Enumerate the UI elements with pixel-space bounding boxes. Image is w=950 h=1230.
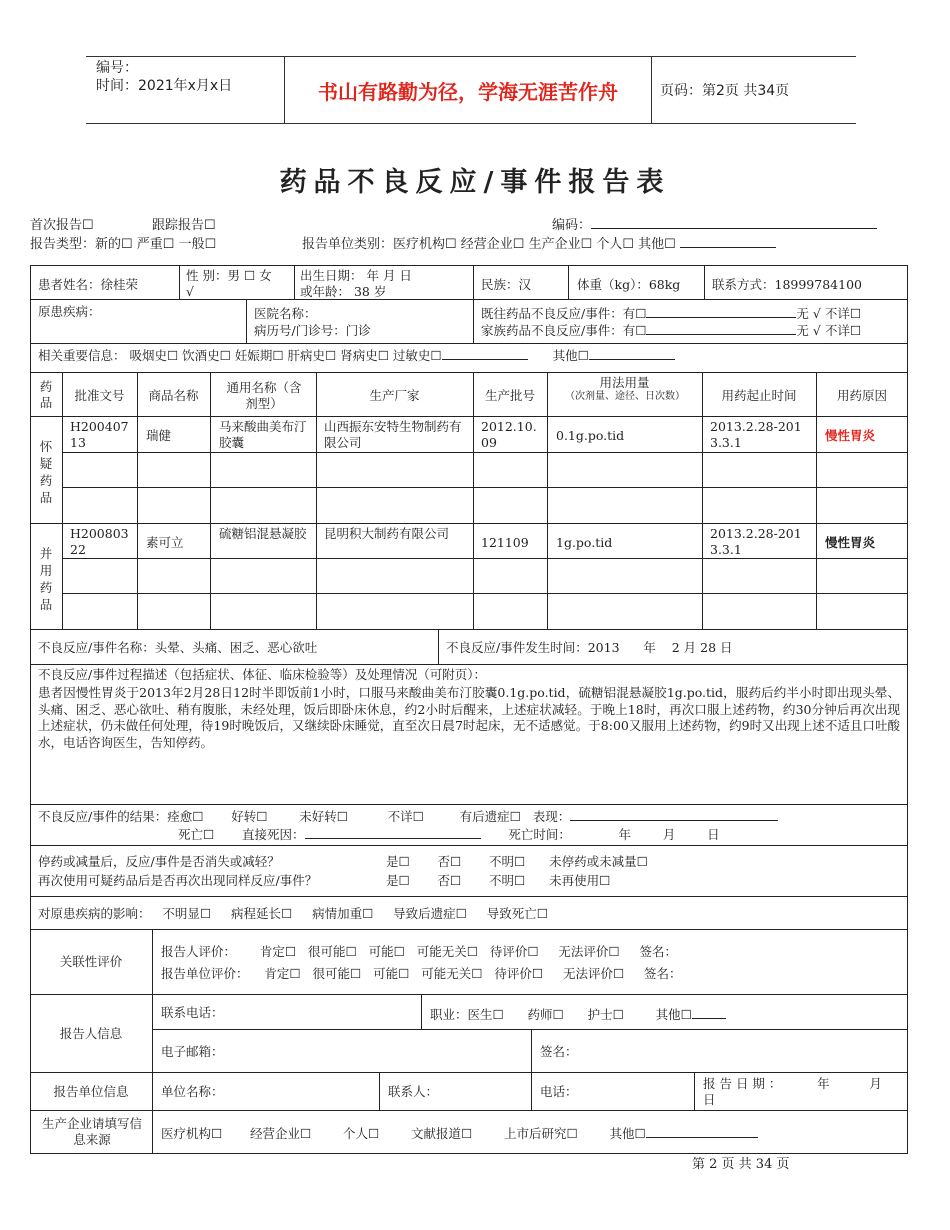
col-usage: 用法用量 [599, 375, 650, 390]
drug-table [30, 372, 908, 630]
causality-unit[interactable]: 报告单位评价： 肯定☐ 很可能☐ 可能☐ 可能无关☐ 待评价☐ 无法评价☐ 签名： [161, 966, 682, 981]
record-number: 病历号/门诊号：门诊 [254, 323, 371, 338]
reporter-sign[interactable]: 签名： [540, 1044, 578, 1059]
patient-weight: 体重（kg）：68kg [577, 277, 681, 292]
col-reason: 用药原因 [836, 388, 887, 403]
dechallenge-a1[interactable]: 是☐ 否☐ 不明☐ 未停药或未减量☐ [386, 854, 648, 869]
impact[interactable]: 对原患疾病的影响： 不明显☐ 病程延长☐ 病情加重☐ 导致后遗症☐ 导致死亡☐ [38, 906, 548, 921]
col-approval: 批准文号 [74, 388, 125, 403]
code-field[interactable]: 编码： [552, 214, 877, 233]
suspect-label: 怀疑药品 [39, 439, 53, 505]
maker: 山西振东安特生物制药有限公司 [324, 419, 462, 450]
unit-label: 报告单位信息 [53, 1084, 129, 1099]
usage: 0.1g.po.tid [556, 428, 625, 443]
page-footer: 第 2 页 共 34 页 [692, 1157, 790, 1172]
evaluation-table [30, 929, 922, 1154]
page-label: 页码：第2页 共34页 [660, 83, 790, 99]
original-disease: 原患疾病： [38, 304, 101, 319]
batch-no: 2012.10.09 [481, 419, 537, 450]
report-type[interactable]: 报告类型：新的☐ 严重☐ 一般☐ [30, 237, 217, 252]
source-label: 生产企业请填写信息来源 [42, 1116, 143, 1147]
patient-gender[interactable]: 性 别：男 ☐ 女 √ [186, 268, 272, 299]
col-batch: 生产批号 [484, 388, 535, 403]
patient-name: 患者姓名：徐桂荣 [38, 277, 139, 292]
approval-no: H20040713 [70, 419, 129, 450]
reporter-job[interactable]: 职业：医生☐ 药师☐ 护士☐ 其他☐ [430, 1005, 726, 1023]
source-options[interactable]: 医疗机构☐ 经营企业☐ 个人☐ 文献报道☐ 上市后研究☐ 其他☐ [161, 1124, 758, 1142]
adr-time: 不良反应/事件发生时间：2013 年 2 月 28 日 [446, 640, 733, 655]
usage: 1g.po.tid [556, 535, 613, 550]
trade-name: 素可立 [146, 535, 184, 550]
family-adr[interactable]: 家族药品不良反应/事件：有☐ 无 √ 不详☐ [481, 323, 862, 338]
reporter-phone[interactable]: 联系电话： [161, 1005, 224, 1020]
reason: 慢性胃炎 [825, 535, 876, 550]
generic-name: 马来酸曲美布汀胶囊 [219, 419, 307, 450]
maker: 昆明积大制药有限公司 [324, 526, 450, 541]
outcome-line2[interactable]: 死亡☐ 直接死因： 死亡时间： 年 月 日 [178, 827, 720, 842]
dechallenge-block [30, 845, 908, 897]
col-period: 用药起止时间 [721, 388, 797, 403]
page-header [86, 56, 856, 124]
period: 2013.2.28-2013.3.1 [710, 419, 802, 450]
outcome-line1[interactable]: 不良反应/事件的结果：痊愈☐ 好转☐ 未好转☐ 不详☐ 有后遗症☐ 表现： [38, 807, 778, 825]
causality-label: 关联性评价 [59, 954, 123, 969]
related-info[interactable]: 相关重要信息： 吸烟史☐ 饮酒史☐ 妊娠期☐ 肝病史☐ 肾病史☐ 过敏史☐ 其他☐ [38, 346, 675, 364]
adr-desc-title: 不良反应/事件过程描述（包括症状、体征、临床检验等）及处理情况（可附页）： [38, 667, 486, 682]
motto: 书山有路勤为径，学海无涯苦作舟 [284, 57, 652, 123]
col-usage-sub: （次剂量、途径、日次数） [565, 391, 685, 402]
reason: 慢性胃炎 [825, 428, 876, 443]
adr-name: 不良反应/事件名称：头晕、头痛、困乏、恶心欲吐 [38, 640, 318, 655]
report-date[interactable]: 报 告 日 期 ： 年 月 日 [703, 1076, 922, 1107]
unit-phone[interactable]: 电话： [540, 1084, 578, 1099]
page-title: 药品不良反应/事件报告表 [279, 167, 671, 198]
header-left [96, 59, 232, 95]
generic-name: 硫糖铝混悬凝胶 [219, 526, 307, 541]
number-label: 编号： [96, 60, 138, 76]
concomitant-label: 并用药品 [39, 546, 53, 612]
dechallenge-a2[interactable]: 是☐ 否☐ 不明☐ 未再使用☐ [386, 873, 611, 888]
unit-contact[interactable]: 联系人： [388, 1084, 439, 1099]
trade-name: 瑞健 [146, 428, 172, 443]
time-label: 时间：2021年x月x日 [96, 78, 233, 94]
approval-no: H20080322 [70, 526, 129, 557]
col-drug: 药品 [39, 379, 53, 410]
past-adr[interactable]: 既往药品不良反应/事件：有☐ 无 √ 不详☐ [481, 306, 862, 321]
col-trade: 商品名称 [148, 388, 199, 403]
reporter-email[interactable]: 电子邮箱： [161, 1044, 224, 1059]
patient-birth: 出生日期： 年 月 日 或年龄： 38 岁 [300, 268, 412, 299]
patient-ethnicity: 民族：汉 [481, 277, 532, 292]
unit-name[interactable]: 单位名称： [161, 1084, 224, 1099]
unit-type[interactable]: 报告单位类别：医疗机构☐ 经营企业☐ 生产企业☐ 个人☐ 其他☐ [302, 233, 776, 252]
batch-no: 121109 [481, 535, 529, 550]
dechallenge-q1: 停药或减量后，反应/事件是否消失或减轻？ [38, 854, 280, 869]
follow-report[interactable]: 跟踪报告☐ [152, 218, 216, 233]
adr-desc-body[interactable]: 患者因慢性胃炎于2013年2月28日12时半即饭前1小时，口服马来酸曲美布汀胶囊0.1g.po.tid，硫糖铝混悬凝胶1g.po.tid，服药后约半小时即出现头晕、头痛、困乏、恶心欲吐、稍有腹胀，未经处理，饭后即卧床休息，约2小时后醒来，上述症状减轻。于晚上18时，再次口服上述药物，约30分钟后再次出现上述症状，仍未做任何处理，待19时晚饭后，又继续卧床睡觉，直至次日晨7时起床，无不适感觉。于8:00又服用上述药物，约9时又出现上述不适且口吐酸水，电话咨询医生，告知停药。 [38, 685, 900, 750]
col-generic: 通用名称（含剂型） [226, 380, 302, 411]
causality-reporter[interactable]: 报告人评价： 肯定☐ 很可能☐ 可能☐ 可能无关☐ 待评价☐ 无法评价☐ 签名： [161, 944, 677, 959]
col-maker: 生产厂家 [369, 388, 420, 403]
reporter-label: 报告人信息 [59, 1026, 123, 1041]
period: 2013.2.28-2013.3.1 [710, 526, 802, 557]
first-report[interactable]: 首次报告☐ [30, 218, 94, 233]
hospital-name: 医院名称： [254, 306, 317, 321]
patient-contact: 联系方式：18999784100 [712, 277, 862, 292]
dechallenge-q2: 再次使用可疑药品后是否再次出现同样反应/事件？ [38, 873, 318, 888]
